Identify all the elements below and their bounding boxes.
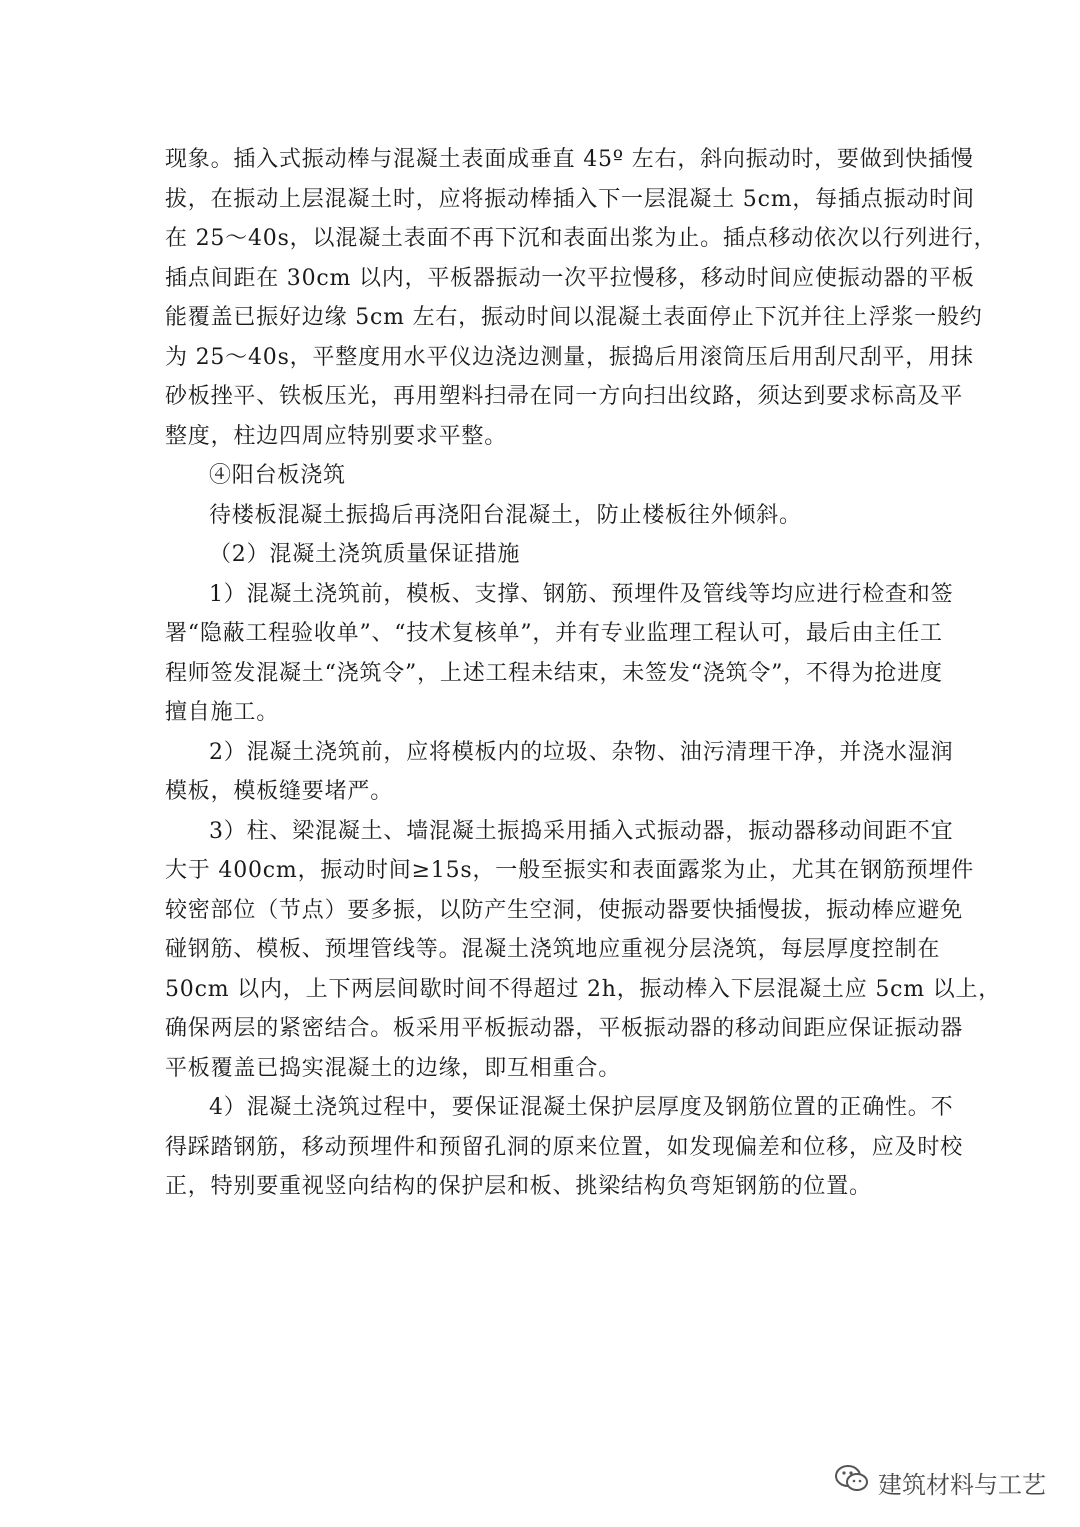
text-line: 得踩踏钢筋，移动预埋件和预留孔洞的原来位置，如发现偏差和位移，应及时校 — [165, 1134, 964, 1160]
text-line: 平板覆盖已捣实混凝土的边缘，即互相重合。 — [165, 1055, 622, 1081]
text-line: 2）混凝土浇筑前，应将模板内的垃圾、杂物、油污清理干净，并浇水湿润 — [209, 739, 954, 765]
text-line: 为 25～40s，平整度用水平仪边浇边测量，振捣后用滚筒压后用刮尺刮平，用抹 — [165, 344, 974, 370]
text-line: 拔，在振动上层混凝土时，应将振动棒插入下一层混凝土 5cm，每插点振动时间 — [165, 186, 975, 212]
text-line: 较密部位（节点）要多振，以防产生空洞，使振动器要快插慢拔，振动棒应避免 — [165, 897, 964, 923]
text-line: 程师签发混凝土“浇筑令”，上述工程未结束，未签发“浇筑令”，不得为抢进度 — [165, 660, 943, 686]
text-line: 署“隐蔽工程验收单”、“技术复核单”，并有专业监理工程认可，最后由主任工 — [165, 621, 943, 646]
text-line: 3）柱、梁混凝土、墙混凝土振捣采用插入式振动器，振动器移动间距不宜 — [209, 818, 954, 844]
text-line: 在 25～40s，以混凝土表面不再下沉和表面出浆为止。插点移动依次以行列进行， — [165, 226, 997, 251]
text-line: 能覆盖已振好边缘 5cm 左右，振动时间以混凝土表面停止下沉并往上浮浆一般约 — [165, 305, 983, 330]
text-line: 大于 400cm，振动时间≥15s，一般至振实和表面露浆为止，尤其在钢筋预埋件 — [165, 858, 975, 883]
text-line: 模板，模板缝要堵严。 — [165, 779, 394, 804]
text-line: 正，特别要重视竖向结构的保护层和板、挑梁结构负弯矩钢筋的位置。 — [165, 1174, 872, 1199]
section-heading-quality: （2）混凝土浇筑质量保证措施 — [209, 542, 521, 567]
watermark-text: 建筑材料与工艺 — [878, 1470, 1046, 1499]
text-line: 砂板挫平、铁板压光，再用塑料扫帚在同一方向扫出纹路，须达到要求标高及平 — [165, 384, 964, 409]
text-line: 插点间距在 30cm 以内，平板器振动一次平拉慢移，移动时间应使振动器的平板 — [165, 265, 975, 291]
text-line: 待楼板混凝土振捣后再浇阳台混凝土，防止楼板往外倾斜。 — [209, 502, 802, 528]
text-line: 1）混凝土浇筑前，模板、支撑、钢筋、预埋件及管线等均应进行检查和签 — [209, 581, 954, 607]
watermark — [834, 1463, 1046, 1501]
section-heading-balcony: ④阳台板浇筑 — [209, 463, 346, 488]
text-line: 50cm 以内，上下两层间歇时间不得超过 2h，振动棒入下层混凝土应 5cm 以上， — [165, 976, 1002, 1002]
text-line: 碰钢筋、模板、预埋管线等。混凝土浇筑地应重视分层浇筑，每层厚度控制在 — [165, 937, 941, 962]
text-line: 现象。插入式振动棒与混凝土表面成垂直 45º 左右，斜向振动时，要做到快插慢 — [165, 147, 974, 172]
text-line: 4）混凝土浇筑过程中，要保证混凝土保护层厚度及钢筋位置的正确性。不 — [209, 1095, 954, 1120]
wechat-icon — [834, 1463, 870, 1501]
text-line: 整度，柱边四周应特别要求平整。 — [165, 423, 508, 449]
document-body — [165, 140, 1002, 1207]
text-line: 擅自施工。 — [165, 700, 280, 725]
text-line: 确保两层的紧密结合。板采用平板振动器，平板振动器的移动间距应保证振动器 — [165, 1016, 964, 1041]
